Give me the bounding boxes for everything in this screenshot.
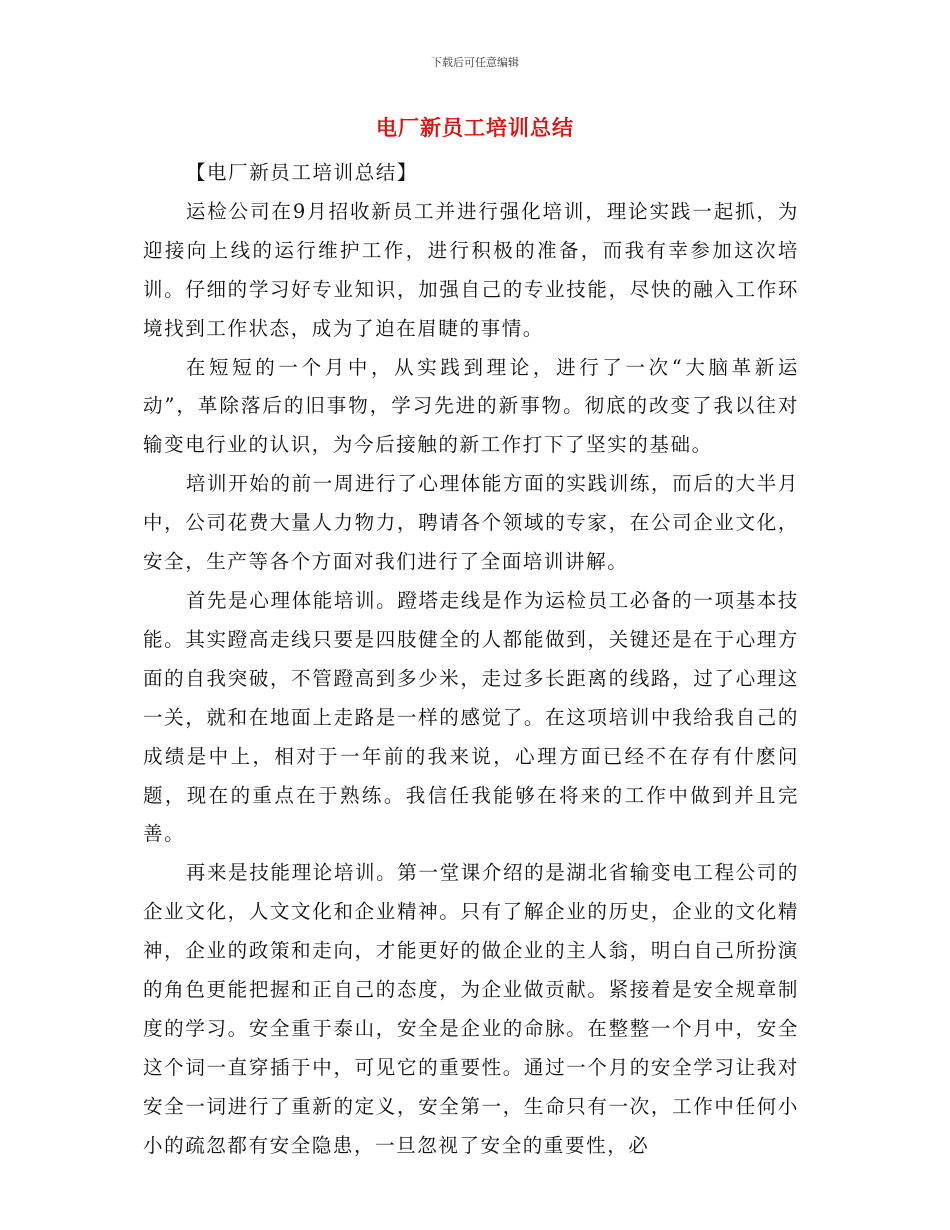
paragraph: 在短短的一个月中，从实践到理论，进行了一次“大脑革新运动”，革除落后的旧事物，学习先进的新事物。彻底的改变了我以往对输变电行业的认识，为今后接触的新工作打下了坚实的基础。 xyxy=(143,355,799,457)
paragraph: 培训开始的前一周进行了心理体能方面的实践训练，而后的大半月中，公司花费大量人力物力，聘请各个领域的专家，在公司企业文化，安全，生产等各个方面对我们进行了全面培训讲解。 xyxy=(143,472,799,574)
paragraph: 再来是技能理论培训。第一堂课介绍的是湖北省输变电工程公司的企业文化，人文文化和企业精神。只有了解企业的历史，企业的文化精神，企业的政策和走向，才能更好的做企业的主人翁，明白自己所扮演的角色更能把握和正自己的态度，为企业做贡献。紧接着是安全规章制度的学习。安全重于泰山，安全是企业的命脉。在整整一个月中，安全这个词一直穿插于中，可见它的重要性。通过一个月的安全学习让我对安全一词进行了重新的定义，安全第一，生命只有一次，工作中任何小小的疏忽都有安全隐患，一旦忽视了安全的重要性，必 xyxy=(143,861,799,1157)
paragraph: 运检公司在9月招收新员工并进行强化培训，理论实践一起抓，为迎接向上线的运行维护工作，进行积极的准备，而我有幸参加这次培训。仔细的学习好专业知识，加强自己的专业技能，尽快的融入工作环境找到工作状态，成为了迫在眉睫的事情。 xyxy=(143,199,799,340)
document-title: 电厂新员工培训总结 xyxy=(376,116,574,140)
header-note: 下载后可任意编辑 xyxy=(431,56,519,69)
document-body xyxy=(143,154,799,1166)
paragraph: 首先是心理体能培训。蹬塔走线是作为运检员工必备的一项基本技能。其实蹬高走线只要是四肢健全的人都能做到，关键还是在于心理方面的自我突破，不管蹬高到多少米，走过多长距离的线路，过了心理这一关，就和在地面上走路是一样的感觉了。在这项培训中我给我自己的成绩是中上，相对于一年前的我来说，心理方面已经不在存有什麽问题，现在的重点在于熟练。我信任我能够在将来的工作中做到并且完善。 xyxy=(143,588,799,846)
section-heading: 【电厂新员工培训总结】 xyxy=(185,161,418,184)
